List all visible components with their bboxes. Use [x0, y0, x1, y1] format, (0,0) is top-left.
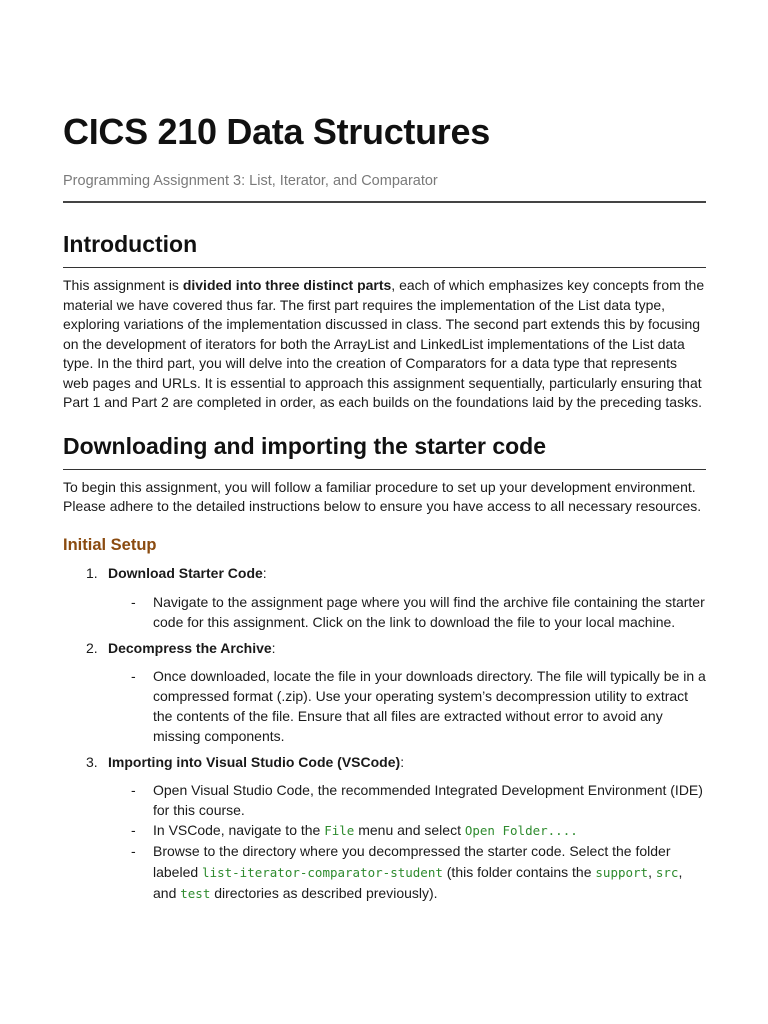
inline-code: File [324, 823, 355, 838]
introduction-divider [63, 267, 706, 268]
inline-code: Open Folder.... [464, 823, 578, 838]
bullet-text: , and [153, 864, 683, 901]
dash-bullet: - [131, 782, 136, 798]
step-title: Importing into Visual Studio Code (VSCode) [108, 753, 401, 770]
sub-list [63, 666, 706, 746]
bullet-text: Navigate to the assignment page where you will find the archive file containing the starter code for this assignment. Click on the link to download the file to your local machine. [153, 594, 705, 630]
dash-bullet: - [131, 667, 136, 684]
list-item [63, 564, 706, 633]
section-heading-downloading: Downloading and importing the starter code [63, 432, 547, 459]
setup-steps-list [63, 564, 706, 905]
inline-code: src [655, 865, 679, 880]
title-divider [63, 201, 706, 203]
page-title: CICS 210 Data Structures [63, 111, 490, 152]
bullet-text: Open Visual Studio Code, the recommended Integrated Development Environment (IDE) for this course. [153, 782, 703, 818]
step-colon: : [400, 753, 405, 770]
bullet-text: In VSCode, navigate to the [153, 822, 325, 838]
step-colon: : [262, 564, 267, 581]
intro-text-before: This assignment is [63, 277, 183, 293]
step-number: 3. [86, 753, 98, 770]
list-item [63, 841, 706, 904]
inline-code: test [180, 886, 211, 901]
bullet-text: Browse to the directory where you decompressed the starter code. Select the folder labeled [153, 843, 671, 880]
step-number: 2. [86, 640, 98, 656]
inline-code: support [595, 865, 649, 880]
intro-text-after: , each of which emphasizes key concepts from the material we have covered thus far. The first part requires the implementation of the List data type, exploring variations of the implementation discussed in class. The second part extends this by focusing on the development of iterators for both the ArrayList and LinkedList implementations of the List data type. In the third part, you will delve into the creation of Comparators for a data type that represents web pages and URLs. It is essential to approach this assignment sequentially, particularly ensuring that Part 1 and Part 2 are completed in order, as each builds on the foundations laid by the preceding tasks. [63, 277, 705, 410]
dash-bullet: - [131, 843, 136, 859]
subsection-heading-initial-setup: Initial Setup [63, 535, 157, 554]
step-colon: : [271, 640, 276, 656]
step-title: Decompress the Archive [108, 640, 272, 656]
dash-bullet: - [131, 822, 136, 838]
list-item [63, 780, 706, 820]
sub-list [63, 592, 706, 632]
step-title: Download Starter Code [108, 564, 263, 581]
bullet-text: Once downloaded, locate the file in your downloads directory. The file will typically be in a compressed format (.zip). Use your operating system’s decompression utility to extract the contents of the file. Ensure that all files are extracted without error to avoid any missing components. [153, 667, 706, 744]
bullet-text: , [648, 864, 656, 880]
page-subtitle: Programming Assignment 3: List, Iterator, and Comparator [63, 173, 438, 189]
sub-list [63, 780, 706, 904]
list-item [63, 639, 706, 746]
downloading-paragraph: To begin this assignment, you will follow a familiar procedure to set up your development environment. Please adhere to the detailed instructions below to ensure you have access to all necessary resources. [63, 478, 702, 514]
step-number: 1. [86, 564, 98, 581]
bullet-text: (this folder contains the [442, 864, 596, 880]
list-item [63, 592, 706, 632]
bullet-text: menu and select [354, 822, 465, 838]
intro-text-bold: divided into three distinct parts [182, 277, 392, 293]
bullet-text: directories as described previously). [210, 885, 438, 901]
dash-bullet: - [131, 594, 136, 610]
list-item [63, 753, 706, 905]
downloading-divider [63, 469, 706, 470]
list-item [63, 666, 706, 746]
list-item [63, 820, 706, 841]
section-heading-introduction: Introduction [63, 231, 198, 257]
inline-code: list-iterator-comparator-student [202, 865, 443, 880]
introduction-paragraph [63, 276, 706, 413]
